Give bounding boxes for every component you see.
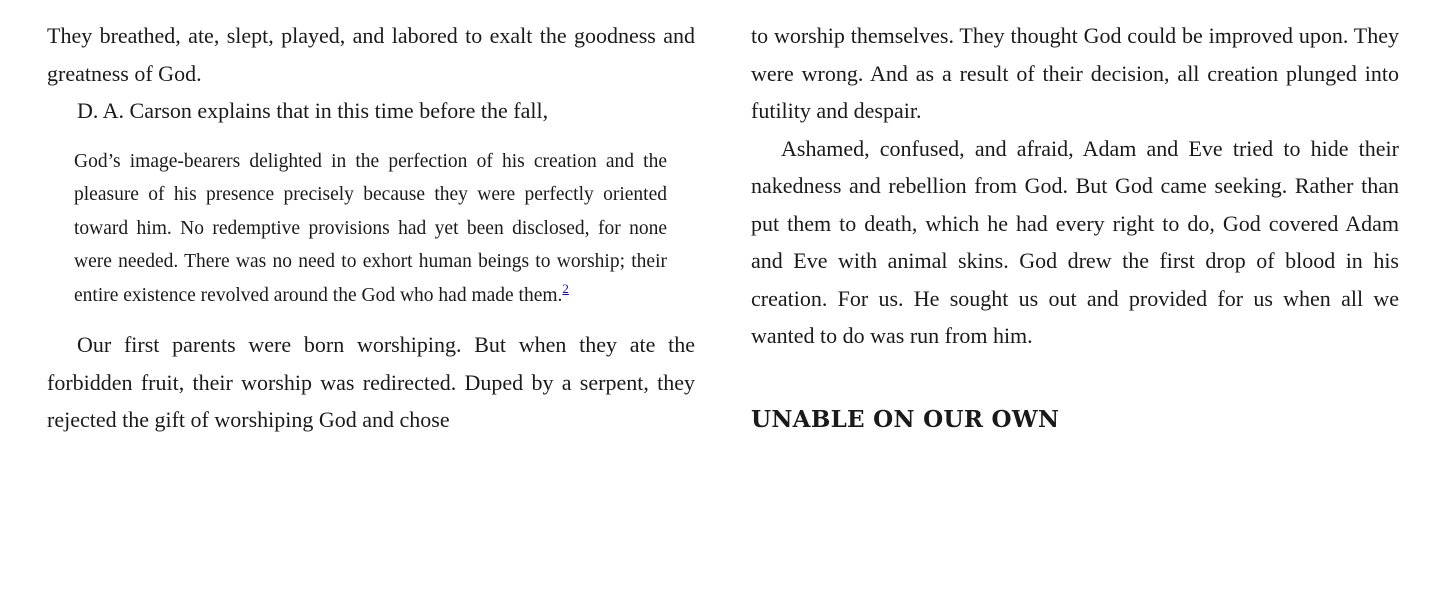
paragraph-ashamed: Ashamed, confused, and afraid, Adam and Eve tried to hide their nakedness and rebellion from God. But God came seeking. Rather than put them to death, which he had every right to do, God covered Adam and Eve with animal skins. God drew the first drop of blood in his creation. For us. He sought us out and provided for us when all we wanted to do was run from him.: [751, 135, 1399, 348]
paragraph-exalt-god: They breathed, ate, slept, played, and labored to exalt the goodness and greatness of God.: [47, 23, 695, 86]
carson-blockquote: [74, 145, 667, 313]
blockquote-text: God’s image-bearers delighted in the perfection of his creation and the pleasure of his presence precisely because they were perfectly oriented toward him. No redemptive provisions had yet been disclosed, for none were needed. There was no need to exhort human beings to worship; their entire existence revolved around the God who had made them.: [74, 150, 667, 306]
paragraph-worship-themselves: to worship themselves. They thought God could be improved upon. They were wrong. And as a result of their decision, all creation plunged into futility and despair.: [751, 23, 1399, 123]
footnote-superscript: [562, 279, 569, 297]
paragraph-carson-intro: D. A. Carson explains that in this time before the fall,: [77, 98, 549, 123]
section-heading: UNABLE ON OUR OWN: [751, 405, 1060, 433]
paragraph-first-parents: Our first parents were born worshiping. But when they ate the forbidden fruit, their worship was redirected. Duped by a serpent, they rejected the gift of worshiping God and chose: [47, 332, 695, 433]
left-column: [47, 17, 695, 439]
footnote-link[interactable]: 2: [562, 281, 569, 297]
right-column: [751, 17, 1399, 435]
